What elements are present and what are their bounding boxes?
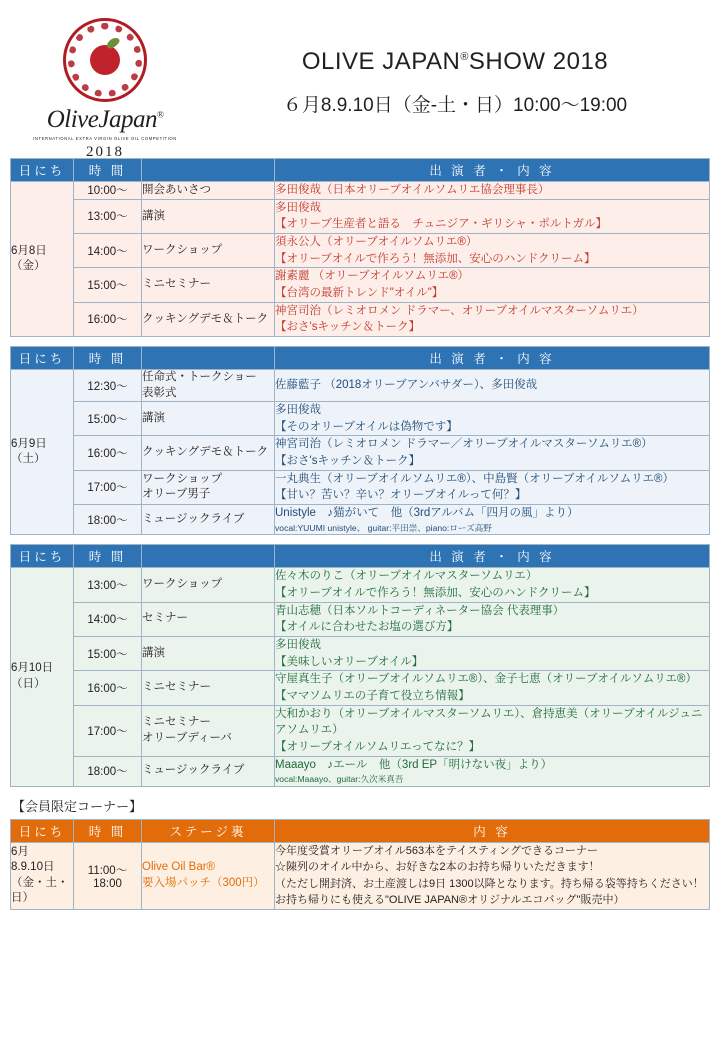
time-cell: 15:00〜 (74, 636, 142, 670)
performer-content-line: 青山志穂（日本ソルトコーディネーター協会 代表理事） (275, 604, 565, 617)
col-header-kind (142, 545, 275, 568)
table-row (11, 705, 710, 756)
program-kind-line: ミニセミナー (142, 716, 211, 729)
member-date-line2: 8.9.10日 (11, 861, 55, 874)
program-kind-cell: ミュージックライブ (142, 505, 275, 535)
col-header-time: 時 間 (74, 159, 142, 182)
table-row (11, 671, 710, 705)
program-kind-cell (142, 470, 275, 504)
table-row (11, 636, 710, 670)
performer-content-line: Maaayo ♪エール 他（3rd EP「明けない夜」より） (275, 758, 553, 771)
member-col-content: 内 容 (275, 819, 710, 842)
day-table-header-row (11, 347, 710, 370)
col-header-kind (142, 347, 275, 370)
member-content-cell (275, 842, 710, 909)
date-line1: 6月10日 (11, 662, 54, 675)
col-header-time: 時 間 (74, 347, 142, 370)
table-row (11, 182, 710, 200)
table-row (11, 302, 710, 336)
performer-content-line: 【オリーブオイルで作ろう！無添加、安心のハンドクリーム】 (275, 586, 596, 599)
member-stage-cell (142, 842, 275, 909)
program-kind-line: ワークショップ (142, 472, 223, 485)
olive-wreath-icon (63, 18, 147, 102)
performer-content-cell (275, 705, 710, 756)
performer-content-cell (275, 182, 710, 200)
col-header-kind (142, 159, 275, 182)
time-cell: 13:00〜 (74, 199, 142, 233)
performer-content-cell (275, 268, 710, 302)
member-section-title: 【会員限定コーナー】 (12, 798, 143, 814)
time-cell: 14:00〜 (74, 234, 142, 268)
member-content-line: 今年度受賞オリーブオイル563本をテイスティングできるコーナー (275, 844, 598, 857)
table-row (11, 234, 710, 268)
performer-content-cell (275, 602, 710, 636)
performer-content-cell (275, 199, 710, 233)
program-kind-line: オリーブ男子 (142, 488, 211, 501)
table-row (11, 602, 710, 636)
col-header-time: 時 間 (74, 545, 142, 568)
time-cell: 14:00〜 (74, 602, 142, 636)
performer-content-line: 【美味しいオリーブオイル】 (275, 655, 424, 668)
time-cell: 13:00〜 (74, 568, 142, 602)
performer-content-line: 多田俊哉 (275, 201, 321, 214)
table-row (11, 568, 710, 602)
performer-content-cell (275, 470, 710, 504)
performer-content-cell (275, 370, 710, 402)
day-table (10, 346, 710, 535)
performer-content-cell (275, 505, 710, 535)
date-line2: （土） (11, 453, 46, 466)
performer-credits-line: vocal:YUUMI unistyle、 guitar:平田崇、piano:ローズ高野 (275, 522, 492, 533)
performer-content-cell (275, 302, 710, 336)
member-col-stage: ステージ裏 (142, 819, 275, 842)
performer-content-line: 佐々木のりこ（オリーブオイルマスターソムリエ） (275, 570, 538, 583)
member-date-line3: （金・土・日） (11, 876, 69, 905)
col-header-body: 出 演 者 ・ 内 容 (275, 545, 710, 568)
table-row (11, 370, 710, 402)
col-header-date: 日にち (11, 159, 74, 182)
performer-content-cell (275, 234, 710, 268)
member-content-line: ☆陳列のオイル中から、お好きな2本のお持ち帰りいただきます！ (275, 861, 600, 874)
time-cell: 16:00〜 (74, 436, 142, 470)
performer-credits-line: vocal:Maaayo、guitar:久次米真吾 (275, 774, 404, 785)
member-table-header-row (11, 819, 710, 842)
member-col-date: 日にち (11, 819, 74, 842)
page-title-tail: SHOW 2018 (468, 48, 609, 75)
program-kind-line: オリーブディーバ (142, 731, 232, 744)
performer-content-cell (275, 568, 710, 602)
table-row (11, 199, 710, 233)
time-cell: 18:00〜 (74, 756, 142, 786)
performer-content-line: 【甘い？苦い？辛い？オリーブオイルって何？】 (275, 489, 527, 502)
date-line2: （金） (11, 260, 46, 273)
performer-content-line: 【オリーブオイルソムリエってなに？】 (275, 740, 481, 753)
performer-content-line: 大和かおり（オリーブオイルマスターソムリエ）、倉持恵美（オリーブオイルジュニアソムリエ） (275, 707, 703, 737)
performer-content-line: 【オリーブオイルで作ろう！無添加、安心のハンドクリーム】 (275, 252, 596, 265)
time-cell: 16:00〜 (74, 302, 142, 336)
member-col-time: 時 間 (74, 819, 142, 842)
page-title-registered-mark: ® (460, 51, 469, 63)
program-kind-cell (142, 705, 275, 756)
time-cell: 10:00〜 (74, 182, 142, 200)
table-row (11, 402, 710, 436)
performer-content-line: 【オイルに合わせたお塩の選び方】 (275, 621, 459, 634)
title-block (200, 8, 710, 117)
performer-content-line: 【ママソムリエの子育て役立ち情報】 (275, 689, 470, 702)
member-stage-line2: 要入場パッチ（300円） (142, 876, 265, 889)
program-kind-cell: クッキングデモ＆トーク (142, 302, 275, 336)
member-time-cell (74, 842, 142, 909)
performer-content-line: 守屋真生子（オリーブオイルソムリエ®）、金子七恵（オリーブオイルソムリエ®） (275, 673, 697, 686)
day-table-header-row (11, 159, 710, 182)
performer-content-line: 佐藤藍子 （2018オリーブアンバサダー）、多田俊哉 (275, 379, 538, 392)
performer-content-line: 謝素麗 （オリーブオイルソムリエ®） (275, 270, 470, 283)
program-kind-cell: セミナー (142, 602, 275, 636)
program-kind-cell: ワークショップ (142, 568, 275, 602)
program-kind-cell: 講演 (142, 199, 275, 233)
time-cell: 18:00〜 (74, 505, 142, 535)
performer-content-line: 【オリーブ生産者と語る チュニジア・ギリシャ・ポルトガル】 (275, 218, 608, 231)
program-kind-cell: ワークショップ (142, 234, 275, 268)
program-kind-cell: 講演 (142, 636, 275, 670)
performer-content-line: 多田俊哉（日本オリーブオイルソムリエ協会理事長） (275, 184, 550, 196)
performer-content-cell (275, 402, 710, 436)
member-date-line1: 6月 (11, 845, 29, 858)
performer-content-line: 多田俊哉 (275, 404, 321, 417)
program-kind-cell: 開会あいさつ (142, 182, 275, 200)
day-table (10, 544, 710, 787)
performer-content-line: 須永公人（オリーブオイルソムリエ®） (275, 236, 478, 249)
time-cell: 12:30〜 (74, 370, 142, 402)
table-row (11, 268, 710, 302)
page-title (200, 48, 710, 76)
date-cell (11, 182, 74, 337)
logo-year: 2018 (86, 144, 124, 160)
date-line1: 6月8日 (11, 244, 47, 257)
performer-content-cell (275, 671, 710, 705)
time-cell: 15:00〜 (74, 268, 142, 302)
col-header-body: 出 演 者 ・ 内 容 (275, 347, 710, 370)
member-content-line: お持ち帰りにも使える"OLIVE JAPAN®オリジナルエコバッグ"販売中） (275, 894, 625, 907)
header (10, 8, 710, 158)
program-kind-line: 表彰式 (142, 386, 177, 399)
page-subtitle: ６月8.9.10日（金-土・日）10:00〜19:00 (282, 95, 628, 116)
table-row (11, 436, 710, 470)
performer-content-line: 一丸典生（オリーブオイルソムリエ®）、中島賢（オリーブオイルソムリエ®） (275, 472, 674, 485)
member-stage-line1: Olive Oil Bar® (142, 861, 216, 874)
logo-wordmark (47, 106, 164, 134)
schedule-tables (10, 158, 710, 787)
date-cell (11, 568, 74, 787)
program-kind-cell: ミュージックライブ (142, 756, 275, 786)
member-table (10, 819, 710, 910)
performer-content-line: 神宮司治（レミオロメン ドラマー／オリーブオイルマスターソムリエ®） (275, 438, 653, 451)
member-content-line: （ただし開封済、お土産渡しは9日 1300以降となります。持ち帰る袋等持ちください！ (275, 877, 704, 890)
logo-subtitle: INTERNATIONAL EXTRA VIRGIN OLIVE OIL COMPETITION (33, 136, 177, 141)
date-line1: 6月9日 (11, 437, 47, 450)
table-row (11, 505, 710, 535)
time-cell: 17:00〜 (74, 470, 142, 504)
performer-content-line: 【おさ'sキッチン＆トーク】 (275, 321, 421, 334)
col-header-body: 出 演 者 ・ 内 容 (275, 159, 710, 182)
member-time-line2: 18:00 (93, 877, 122, 890)
day-table-header-row (11, 545, 710, 568)
member-date-cell (11, 842, 74, 909)
col-header-date: 日にち (11, 347, 74, 370)
performer-content-line: 【おさ'sキッチン＆トーク】 (275, 455, 421, 468)
time-cell: 15:00〜 (74, 402, 142, 436)
performer-content-cell (275, 636, 710, 670)
program-kind-cell: クッキングデモ＆トーク (142, 436, 275, 470)
program-kind-cell: ミニセミナー (142, 671, 275, 705)
performer-content-cell (275, 756, 710, 786)
program-kind-line: 任命式・トークショー (142, 371, 257, 384)
performer-content-line: 神宮司治（レミオロメン ドラマー、オリーブオイルマスターソムリエ） (275, 304, 644, 317)
date-cell (11, 370, 74, 535)
program-kind-cell (142, 370, 275, 402)
performer-content-line: 【そのオリーブオイルは偽物です】 (275, 420, 458, 433)
logo-registered-mark: ® (156, 109, 164, 120)
day-table (10, 158, 710, 337)
col-header-date: 日にち (11, 545, 74, 568)
page-title-main: OLIVE JAPAN (301, 48, 461, 75)
time-cell: 17:00〜 (74, 705, 142, 756)
table-row (11, 470, 710, 504)
logo-wordmark-text: OliveJapan (46, 106, 157, 133)
program-kind-cell: 講演 (142, 402, 275, 436)
member-table-row (11, 842, 710, 909)
performer-content-line: Unistyle ♪猫がいて 他（3rdアルバム「四月の風」より） (275, 507, 579, 520)
date-line2: （日） (11, 677, 46, 690)
logo (10, 8, 200, 161)
performer-content-line: 【台湾の最新トレンド"オイル"】 (275, 287, 444, 300)
performer-content-line: 多田俊哉 (275, 638, 321, 651)
table-row (11, 756, 710, 786)
program-kind-cell: ミニセミナー (142, 268, 275, 302)
time-cell: 16:00〜 (74, 671, 142, 705)
performer-content-cell (275, 436, 710, 470)
member-time-line1: 11:00〜 (87, 864, 128, 877)
